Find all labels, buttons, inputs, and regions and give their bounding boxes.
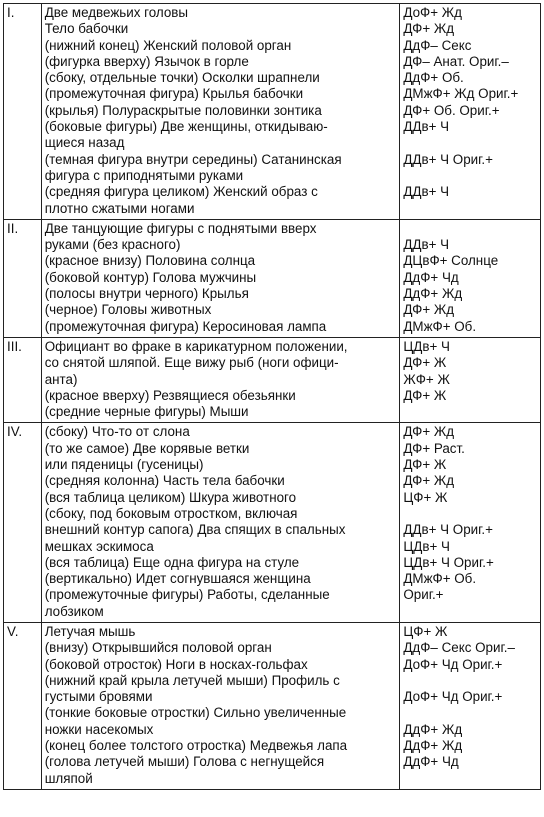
protocol-table-body [4, 4, 541, 790]
response-line: Официант во фраке в карикатурном положении, [44, 338, 348, 354]
scoring-line: ДЦвФ+ Солнце [403, 253, 499, 269]
scoring-line [403, 771, 537, 787]
response-line: фигура с приподнятыми руками [44, 167, 244, 183]
scoring-line: ДДв+ Ч Ориг.+ [403, 522, 493, 538]
response-cell [41, 337, 400, 422]
scoring-line [403, 404, 537, 420]
scoring-line: ДФ+ Ж [403, 387, 447, 403]
scoring-line: ДдФ+ Жд [403, 738, 463, 754]
response-line: (сбоку) Что-то от слона [44, 424, 190, 440]
response-line: (темная фигура внутри середины) Сатанинская [44, 151, 342, 167]
card-number: I. [7, 5, 15, 20]
response-line: (сбоку, отдельные точки) Осколки шрапнели [44, 70, 320, 86]
response-line: (черное) Головы животных [44, 302, 212, 318]
response-line: (красное вверху) Резвящиеся обезьянки [44, 387, 296, 403]
scoring-line [403, 673, 537, 689]
scoring-cell [400, 4, 541, 220]
scoring-line: ДМжФ+ Жд Ориг.+ [403, 86, 519, 102]
scoring-line: ДДв+ Ч [403, 237, 450, 253]
card-number-cell [4, 219, 42, 337]
scoring-line: ДоФ+ Чд Ориг.+ [403, 656, 503, 672]
scoring-line [403, 506, 537, 522]
response-line: анта) [44, 371, 78, 387]
response-line: (конец более толстого отростка) Медвежья лапа [44, 738, 348, 754]
scoring-line: ЦДв+ Ч Ориг.+ [403, 554, 494, 570]
response-line: (промежуточная фигура) Крылья бабочки [44, 86, 304, 102]
response-line: (то же самое) Две корявые ветки [44, 440, 250, 456]
response-line: (вертикально) Идет согнувшаяся женщина [44, 571, 311, 587]
response-line: (промежуточная фигура) Керосиновая лампа [44, 318, 327, 334]
card-number-cell [4, 4, 42, 220]
response-line: (тонкие боковые отростки) Сильно увеличенные [44, 705, 347, 721]
scoring-line: ДФ+ Жд [403, 473, 455, 489]
response-line: со снятой шляпой. Еще вижу рыб (ноги офици- [44, 355, 339, 371]
scoring-line: ЦФ+ Ж [403, 489, 448, 505]
scoring-line: ДМжФ+ Об. [403, 571, 477, 587]
scoring-line: ДдФ– Секс [403, 37, 472, 53]
card-number-cell [4, 622, 42, 789]
scoring-line [403, 201, 537, 217]
scoring-line [403, 135, 537, 151]
scoring-line: ДФ+ Жд [403, 424, 455, 440]
response-line: (боковой отросток) Ноги в носках-гольфах [44, 656, 308, 672]
card-number: IV. [7, 424, 23, 440]
response-line: (нижний конец) Женский половой орган [44, 37, 292, 53]
scoring-line: ДоФ+ Жд [403, 5, 462, 20]
scoring-line: ДФ+ Об. Ориг.+ [403, 102, 500, 118]
response-line: Две танцующие фигуры с поднятыми вверх [44, 220, 317, 236]
scoring-line [403, 168, 537, 184]
response-line: внешний контур сапога) Два спящих в спальных [44, 522, 346, 538]
table-row [4, 337, 541, 422]
response-line: (средние черные фигуры) Мыши [44, 404, 249, 420]
scoring-line: ДоФ+ Чд Ориг.+ [403, 689, 503, 705]
response-line: (промежуточные фигуры) Работы, сделанные [44, 587, 330, 603]
response-cell [41, 423, 400, 623]
response-line: шляпой [44, 770, 93, 786]
response-line: Две медвежьих головы [44, 5, 189, 20]
scoring-line: ДФ– Анат. Ориг.– [403, 53, 509, 69]
card-number-cell [4, 337, 42, 422]
response-line: плотно сжатыми ногами [44, 200, 195, 216]
scoring-line: ДФ+ Ж [403, 457, 447, 473]
rorschach-protocol-table [3, 3, 541, 790]
response-line: щиеся назад [44, 135, 125, 151]
response-line: (фигурка вверху) Язычок в горле [44, 53, 249, 69]
scoring-line [403, 221, 537, 237]
response-cell [41, 219, 400, 337]
scoring-cell [400, 337, 541, 422]
scoring-line: ДМжФ+ Об. [403, 318, 477, 334]
scoring-line: ДдФ+ Жд [403, 286, 463, 302]
response-line: (средняя колонна) Часть тела бабочки [44, 473, 285, 489]
scoring-line: Ориг.+ [403, 587, 444, 603]
response-line: Летучая мышь [44, 623, 136, 639]
scoring-line: ЦФ+ Ж [403, 623, 448, 639]
response-line: (средняя фигура целиком) Женский образ с [44, 184, 318, 200]
card-number-cell [4, 423, 42, 623]
response-line: или пяденицы (гусеницы) [44, 457, 204, 473]
response-line: (полосы внутри черного) Крылья [44, 286, 249, 302]
scoring-line: ДФ+ Жд [403, 21, 455, 37]
scoring-line: ДдФ+ Чд [403, 754, 459, 770]
table-row [4, 219, 541, 337]
scoring-line: ЦДв+ Ч [403, 538, 450, 554]
scoring-line: ДдФ+ Об. [403, 70, 464, 86]
response-line: лобзиком [44, 603, 104, 619]
scoring-line: ДФ+ Жд [403, 302, 455, 318]
response-line: (внизу) Открывшийся половой орган [44, 640, 272, 656]
card-number: V. [7, 623, 19, 639]
scoring-line: ДФ+ Раст. [403, 440, 465, 456]
scoring-cell [400, 622, 541, 789]
scoring-line: ДДв+ Ч Ориг.+ [403, 151, 493, 167]
response-line: ножки насекомых [44, 721, 154, 737]
scoring-line: ЖФ+ Ж [403, 371, 450, 387]
scoring-line: ДдФ+ Жд [403, 721, 463, 737]
response-line: (боковые фигуры) Две женщины, откидываю- [44, 119, 328, 135]
scoring-cell [400, 423, 541, 623]
table-row [4, 423, 541, 623]
response-line: (боковой контур) Голова мужчины [44, 269, 257, 285]
response-line: (нижний край крыла летучей мыши) Профиль с [44, 672, 340, 688]
response-line: (крылья) Полураскрытые половинки зонтика [44, 102, 322, 118]
table-row [4, 4, 541, 220]
card-number: II. [7, 220, 19, 236]
scoring-line: ДДв+ Ч [403, 119, 450, 135]
scoring-line: ДдФ– Секс Ориг.– [403, 640, 515, 656]
response-line: (голова летучей мыши) Голова с негнущейся [44, 754, 325, 770]
response-line: руками (без красного) [44, 237, 181, 253]
response-line: (вся таблица) Еще одна фигура на стуле [44, 554, 300, 570]
card-number: III. [7, 338, 22, 354]
scoring-line [403, 705, 537, 721]
scoring-cell [400, 219, 541, 337]
response-cell [41, 4, 400, 220]
scoring-line: ЦДв+ Ч [403, 338, 450, 354]
scoring-line: ДдФ+ Чд [403, 269, 459, 285]
scoring-line [403, 604, 537, 620]
response-line: густыми бровями [44, 689, 153, 705]
response-line: (сбоку, под боковым отростком, включая [44, 505, 298, 521]
scoring-line: ДФ+ Ж [403, 355, 447, 371]
response-line: Тело бабочки [44, 21, 129, 37]
response-line: (вся таблица целиком) Шкура животного [44, 489, 297, 505]
scoring-line: ДДв+ Ч [403, 184, 450, 200]
response-line: мешках эскимоса [44, 538, 154, 554]
response-cell [41, 622, 400, 789]
response-line: (красное внизу) Половина солнца [44, 253, 256, 269]
table-row [4, 622, 541, 789]
